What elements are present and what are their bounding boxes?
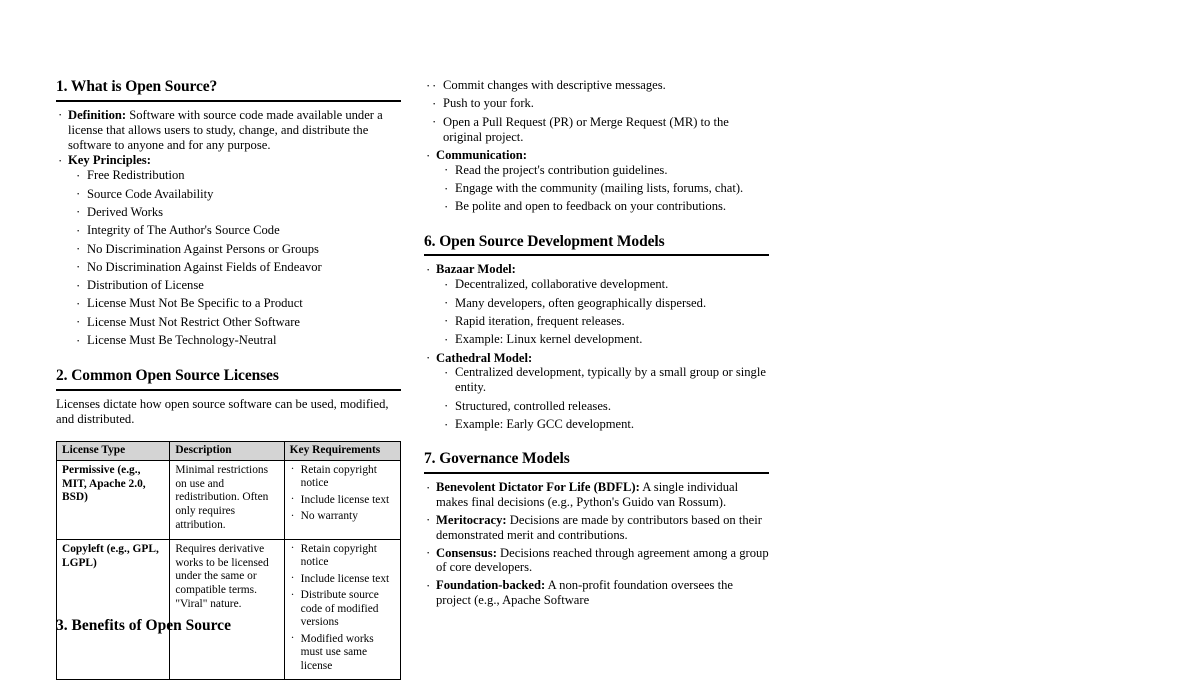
list-item: · No warranty bbox=[290, 510, 395, 523]
section-6-rule bbox=[424, 254, 769, 256]
list-item: · Engage with the community (mailing lists, forums, chat). bbox=[441, 181, 769, 196]
list-item-lead: Key Principles: bbox=[68, 153, 151, 168]
list-item: · Modified works must use same license bbox=[290, 633, 395, 673]
list-item-lead: Bazaar Model: bbox=[436, 262, 516, 277]
communication-sublist bbox=[436, 163, 769, 215]
list-item: · Example: Linux kernel development. bbox=[441, 332, 769, 347]
table-cell-requirements bbox=[284, 460, 400, 539]
table-row bbox=[57, 460, 401, 539]
list-item-lead: Cathedral Model: bbox=[436, 350, 533, 365]
section-3-title-truncated: 3. Benefits of Open Source bbox=[56, 617, 231, 634]
section-2-intro: Licenses dictate how open source software can be used, modified, and distributed. bbox=[56, 397, 389, 427]
list-item: · Free Redistribution bbox=[73, 168, 401, 183]
list-item: · No Discrimination Against Persons or Groups bbox=[73, 242, 401, 257]
list-item: · Example: Early GCC development. bbox=[441, 417, 769, 432]
section-6-title: 6. Open Source Development Models bbox=[424, 232, 665, 250]
list-item: · Derived Works bbox=[73, 205, 401, 220]
list-item: · Retain copyright notice bbox=[290, 543, 395, 570]
list-item: · License Must Not Be Specific to a Product bbox=[73, 296, 401, 311]
bazaar-sublist bbox=[436, 277, 769, 347]
continued-sub-wrapper bbox=[424, 78, 769, 145]
list-item bbox=[424, 148, 769, 215]
list-item: · Distribute source code of modified versions bbox=[290, 589, 395, 629]
list-item: · Integrity of The Author's Source Code bbox=[73, 223, 401, 238]
section-1-list bbox=[56, 108, 401, 348]
list-item: · Push to your fork. bbox=[429, 96, 769, 111]
list-item-lead: Consensus: bbox=[436, 545, 497, 560]
list-item: · Retain copyright notice bbox=[290, 464, 395, 491]
list-item bbox=[424, 262, 769, 347]
section-7-title: 7. Governance Models bbox=[424, 450, 570, 468]
section-2-title: 2. Common Open Source Licenses bbox=[56, 367, 279, 385]
list-item: · Be polite and open to feedback on your contributions. bbox=[441, 199, 769, 214]
list-item bbox=[424, 578, 769, 608]
table-cell-license-type: Permissive (e.g., MIT, Apache 2.0, BSD) bbox=[57, 460, 170, 539]
cathedral-sublist bbox=[436, 365, 769, 432]
list-item bbox=[424, 480, 769, 510]
list-item bbox=[424, 546, 769, 576]
list-item-text: A non-profit foundation oversees the project (e.g., Apache Software bbox=[436, 578, 733, 608]
list-item: · · Commit changes with descriptive messages. bbox=[429, 78, 769, 93]
requirements-list bbox=[290, 464, 395, 524]
list-item-lead: Foundation-backed: bbox=[436, 578, 546, 593]
table-row bbox=[57, 539, 401, 679]
list-item: · Read the project's contribution guidelines. bbox=[441, 163, 769, 178]
list-item-text: Decisions reached through agreement among a group of core developers. bbox=[436, 545, 769, 575]
section-6-list bbox=[424, 262, 769, 432]
list-item: · Structured, controlled releases. bbox=[441, 399, 769, 414]
license-table bbox=[56, 441, 401, 680]
continued-sublist bbox=[424, 78, 769, 145]
list-item: · No Discrimination Against Fields of Endeavor bbox=[73, 260, 401, 275]
table-header-row bbox=[57, 442, 401, 461]
left-column bbox=[56, 78, 401, 680]
table-header-cell: License Type bbox=[57, 442, 170, 461]
section-6 bbox=[424, 233, 769, 433]
list-item: · Centralized development, typically by a small group or single entity. bbox=[441, 365, 769, 395]
list-item: · Source Code Availability bbox=[73, 187, 401, 202]
continued-top-list bbox=[424, 78, 769, 215]
list-item: · Include license text bbox=[290, 494, 395, 507]
section-7-rule bbox=[424, 472, 769, 474]
list-item: · Decentralized, collaborative development. bbox=[441, 277, 769, 292]
list-item: · Rapid iteration, frequent releases. bbox=[441, 314, 769, 329]
section-1 bbox=[56, 78, 401, 348]
table-header-cell: Key Requirements bbox=[284, 442, 400, 461]
list-item: · Many developers, often geographically dispersed. bbox=[441, 296, 769, 311]
section-7 bbox=[424, 450, 769, 608]
table-cell-description: Minimal restrictions on use and redistribution. Often only requires attribution. bbox=[170, 460, 284, 539]
list-item-text: A single individual makes final decisions (e.g., Python's Guido van Rossum). bbox=[436, 480, 739, 509]
list-item: · Distribution of License bbox=[73, 278, 401, 293]
requirements-list bbox=[290, 543, 395, 673]
table-cell-license-type: Copyleft (e.g., GPL, LGPL) bbox=[57, 539, 170, 679]
table-header-cell: Description bbox=[170, 442, 284, 461]
list-item-lead: Definition: bbox=[68, 107, 127, 122]
list-item-lead: Meritocracy: bbox=[436, 512, 507, 527]
list-item: · License Must Not Restrict Other Software bbox=[73, 315, 401, 330]
section-2-rule bbox=[56, 389, 401, 391]
section-7-list bbox=[424, 480, 769, 608]
table-cell-requirements bbox=[284, 539, 400, 679]
list-item bbox=[424, 351, 769, 433]
list-item-text: Software with source code made available under a license that allows users to study, change, and distribute the software to anyone and for any purpose. bbox=[68, 107, 383, 152]
list-item: · Include license text bbox=[290, 573, 395, 586]
section-1-rule bbox=[56, 100, 401, 102]
list-item bbox=[56, 153, 401, 348]
section-1-title: 1. What is Open Source? bbox=[56, 78, 218, 95]
list-item bbox=[424, 513, 769, 543]
continued-list bbox=[424, 78, 769, 215]
list-item-lead: Communication: bbox=[436, 148, 527, 162]
table-cell-description: Requires derivative works to be licensed under the same or compatible terms. "Viral" nature. bbox=[170, 539, 284, 679]
list-item: · License Must Be Technology-Neutral bbox=[73, 333, 401, 348]
list-item bbox=[56, 108, 401, 153]
list-item-lead: Benevolent Dictator For Life (BDFL): bbox=[436, 480, 640, 495]
key-principles-sublist bbox=[68, 168, 401, 348]
list-item: · Open a Pull Request (PR) or Merge Request (MR) to the original project. bbox=[429, 115, 769, 145]
list-item-text: Decisions are made by contributors based on their demonstrated merit and contributions. bbox=[436, 512, 762, 542]
right-column bbox=[424, 78, 769, 611]
